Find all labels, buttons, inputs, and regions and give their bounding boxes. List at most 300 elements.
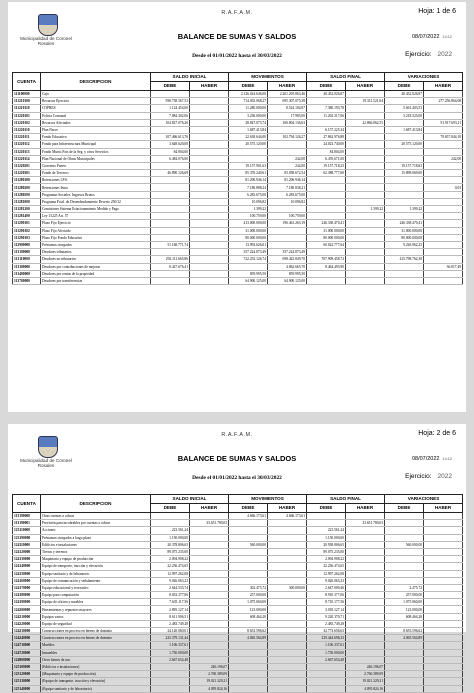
col-haber: HABER — [268, 82, 307, 91]
amount-cell — [346, 277, 385, 284]
account-description: Fondo para Infraestructura Municipal — [41, 141, 151, 148]
account-code: 125120000 — [13, 671, 41, 678]
amount-cell: 83.058.672,54 — [268, 170, 307, 177]
amount-cell: 1.150.000,00 — [307, 534, 346, 541]
amount-cell — [346, 220, 385, 227]
account-description: Fondo Educativo — [41, 134, 151, 141]
table-row — [13, 177, 463, 184]
amount-cell — [385, 513, 424, 520]
table-row — [13, 620, 463, 627]
amount-cell: 246.196,07 — [190, 663, 229, 670]
amount-cell: 2.483.749,28 — [151, 620, 190, 627]
amount-cell — [424, 563, 463, 570]
account-description: Plan Nacional de Obras Municipales — [41, 155, 151, 162]
amount-cell — [424, 520, 463, 527]
table-row — [13, 556, 463, 563]
amount-cell: 60.022.777,64 — [307, 241, 346, 248]
table-row — [13, 98, 463, 105]
account-description: Inmuebles — [41, 649, 151, 656]
account-code: 111280500 — [13, 191, 41, 198]
amount-cell — [151, 671, 190, 678]
amount-cell — [424, 592, 463, 599]
col-debe: DEBE — [385, 504, 424, 513]
table-row — [13, 256, 463, 263]
account-code: 113190001 — [13, 520, 41, 527]
amount-cell — [190, 98, 229, 105]
amount-cell: 357.224.873,49 — [268, 249, 307, 256]
col-movimientos: MOVIMIENTOS — [229, 73, 307, 82]
account-description: Equipos varios — [41, 613, 151, 620]
table-row — [13, 134, 463, 141]
account-description: Caja — [41, 91, 151, 98]
amount-cell: 2.644.533,74 — [151, 584, 190, 591]
table-row — [13, 563, 463, 570]
amount-cell — [151, 234, 190, 241]
amount-cell — [151, 249, 190, 256]
amount-cell — [424, 105, 463, 112]
amount-cell: 8.427.676,41 — [151, 263, 190, 270]
account-description: Ley 15225 Art. 57 — [41, 213, 151, 220]
amount-cell — [424, 678, 463, 685]
system-name: R.A.F.A.M. — [221, 432, 253, 438]
amount-cell — [424, 548, 463, 555]
account-code: 111220101 — [13, 112, 41, 119]
amount-cell: 560.000,00 — [385, 541, 424, 548]
amount-cell — [151, 126, 190, 133]
col-saldo-final: SALDO FINAL — [307, 73, 385, 82]
amount-cell — [307, 198, 346, 205]
amount-cell — [229, 148, 268, 155]
amount-cell — [151, 184, 190, 191]
table-body — [13, 91, 463, 285]
amount-cell — [346, 256, 385, 263]
amount-cell — [268, 606, 307, 613]
amount-cell — [268, 656, 307, 663]
account-description: Plazo Fijo Fondo Educativo — [41, 234, 151, 241]
col-saldo-inicial: SALDO INICIAL — [151, 73, 229, 82]
amount-cell — [268, 141, 307, 148]
amount-cell — [268, 520, 307, 527]
amount-cell: 8.653.596,62 — [229, 628, 268, 635]
amount-cell — [346, 141, 385, 148]
report-header — [8, 424, 466, 494]
account-description: Otros bienes de uso — [41, 656, 151, 663]
amount-cell — [346, 606, 385, 613]
amount-cell — [268, 685, 307, 692]
amount-cell — [190, 584, 229, 591]
account-code: 111220201 — [13, 162, 41, 169]
account-description: Muebles — [41, 642, 151, 649]
account-description: Retenciones Ietna — [41, 184, 151, 191]
amount-cell — [385, 148, 424, 155]
amount-cell — [190, 213, 229, 220]
account-code: 112900000 — [13, 241, 41, 248]
amount-cell — [424, 206, 463, 213]
account-code: 123110000 — [13, 527, 41, 534]
amount-cell — [346, 198, 385, 205]
amount-cell — [268, 599, 307, 606]
amount-cell — [385, 198, 424, 205]
amount-cell — [229, 577, 268, 584]
time-value: 14:12 — [442, 35, 452, 39]
amount-cell — [424, 671, 463, 678]
amount-cell — [346, 541, 385, 548]
table-row — [13, 241, 463, 248]
amount-cell: 19.331.521,64 — [346, 98, 385, 105]
table-row — [13, 263, 463, 270]
amount-cell — [268, 577, 307, 584]
amount-cell: 4.666.173,61 — [229, 513, 268, 520]
amount-cell — [151, 91, 190, 98]
amount-cell — [190, 548, 229, 555]
amount-cell — [190, 91, 229, 98]
amount-cell: 13.992.626,01 — [229, 241, 268, 248]
amount-cell — [268, 570, 307, 577]
amount-cell: 1.750.000,00 — [151, 649, 190, 656]
date-range: Desde el 01/01/2022 hasta el 30/03/2022 — [192, 475, 282, 481]
account-code: 113400000 — [13, 270, 41, 277]
table-row — [13, 534, 463, 541]
amount-cell — [190, 642, 229, 649]
amount-cell: 242,00 — [424, 155, 463, 162]
amount-cell: 9.026.063,23 — [307, 577, 346, 584]
amount-cell — [424, 270, 463, 277]
amount-cell: 20.938.806,65 — [307, 541, 346, 548]
amount-cell — [190, 220, 229, 227]
amount-cell — [229, 263, 268, 270]
amount-cell: 1.124.454,00 — [151, 105, 190, 112]
amount-cell: 6.484.076,00 — [151, 155, 190, 162]
amount-cell — [346, 599, 385, 606]
amount-cell: 608.464,20 — [385, 613, 424, 620]
account-code: 124130000 — [13, 556, 41, 563]
account-description: Fondo de Terceros — [41, 170, 151, 177]
amount-cell — [385, 249, 424, 256]
amount-cell — [151, 513, 190, 520]
amount-cell — [424, 663, 463, 670]
amount-cell — [424, 513, 463, 520]
amount-cell — [268, 635, 307, 642]
amount-cell — [190, 162, 229, 169]
amount-cell: 242,00 — [268, 162, 307, 169]
amount-cell — [346, 213, 385, 220]
col-haber: HABER — [346, 82, 385, 91]
amount-cell — [385, 663, 424, 670]
account-code: 111290101 — [13, 220, 41, 227]
account-description: Edificios e instalaciones — [41, 541, 151, 548]
amount-cell — [424, 628, 463, 635]
amount-cell — [190, 270, 229, 277]
col-haber: HABER — [424, 82, 463, 91]
account-code: 125140000 — [13, 685, 41, 692]
amount-cell — [307, 671, 346, 678]
account-code: 124140000 — [13, 563, 41, 570]
col-variaciones: VARIACIONES — [385, 73, 463, 82]
amount-cell: 100.759,00 — [229, 213, 268, 220]
table-row — [13, 141, 463, 148]
account-description: (Maquinaria y equipo de producción) — [41, 671, 151, 678]
amount-cell: 12.997.262,08 — [151, 570, 190, 577]
account-description: Plazo Fijo Afectado — [41, 227, 151, 234]
amount-cell — [190, 263, 229, 270]
account-description: Policia Comunal — [41, 112, 151, 119]
amount-cell — [151, 270, 190, 277]
amount-cell — [424, 191, 463, 198]
amount-cell — [346, 270, 385, 277]
time-value: 14:12 — [442, 457, 452, 461]
amount-cell: 292.111.665,86 — [151, 256, 190, 263]
amount-cell — [346, 556, 385, 563]
account-description: Deudores tributarios — [41, 249, 151, 256]
fiscal-year-value: 2022 — [437, 51, 452, 58]
amount-cell: 20.378.806,65 — [151, 541, 190, 548]
amount-cell: 36.817,49 — [424, 263, 463, 270]
amount-cell — [190, 613, 229, 620]
account-description: Construcciones en proceso en bienes de dominio — [41, 628, 151, 635]
amount-cell — [385, 191, 424, 198]
amount-cell — [346, 134, 385, 141]
amount-cell — [151, 520, 190, 527]
table-row — [13, 213, 463, 220]
amount-cell: 608.464,20 — [229, 613, 268, 620]
account-code: 125130000 — [13, 678, 41, 685]
table-row — [13, 570, 463, 577]
amount-cell: 123.000,00 — [385, 606, 424, 613]
amount-cell — [229, 556, 268, 563]
col-saldo-inicial: SALDO INICIAL — [151, 495, 229, 504]
amount-cell: 698.423.849,70 — [268, 256, 307, 263]
amount-cell — [385, 671, 424, 678]
amount-cell: 196.461.263,19 — [268, 220, 307, 227]
account-description: COPRES — [41, 105, 151, 112]
amount-cell — [346, 527, 385, 534]
amount-cell — [307, 270, 346, 277]
account-description: Equipo de seguridad — [41, 620, 151, 627]
amount-cell — [268, 527, 307, 534]
account-description: Previsión para incobrables por cuentas a cobrar — [41, 520, 151, 527]
amount-cell: 1.150.000,00 — [151, 534, 190, 541]
amount-cell: 85.376.240,61 — [229, 170, 268, 177]
amount-cell — [307, 177, 346, 184]
amount-cell — [346, 263, 385, 270]
account-description: (Edificios e instalaciones) — [41, 663, 151, 670]
amount-cell — [190, 105, 229, 112]
amount-cell: 7.180.838,21 — [268, 184, 307, 191]
amount-cell — [424, 556, 463, 563]
amount-cell — [346, 170, 385, 177]
table-row — [13, 541, 463, 548]
amount-cell: 11.280.000,00 — [229, 105, 268, 112]
col-haber: HABER — [190, 504, 229, 513]
account-description: Programa Fcial. de Desendeudamiento Decreto 250/12 — [41, 198, 151, 205]
amount-cell: 1.687.413,84 — [229, 126, 268, 133]
account-code: 111281200 — [13, 206, 41, 213]
system-name: R.A.F.A.M. — [221, 10, 253, 16]
table-row — [13, 270, 463, 277]
amount-cell: 102.794.126,27 — [268, 134, 307, 141]
amount-cell — [307, 213, 346, 220]
amount-cell — [307, 206, 346, 213]
municipality-name: Municipalidad de Coronel Rosales — [20, 36, 72, 47]
table-row — [13, 642, 463, 649]
amount-cell — [424, 656, 463, 663]
amount-cell — [229, 685, 268, 692]
amount-cell — [346, 613, 385, 620]
amount-cell: 17.985,00 — [268, 112, 307, 119]
col-debe: DEBE — [151, 504, 190, 513]
amount-cell — [190, 155, 229, 162]
col-haber: HABER — [268, 504, 307, 513]
amount-cell: 2.667.654,48 — [151, 656, 190, 663]
amount-cell: 81.206.946,14 — [268, 177, 307, 184]
amount-cell — [424, 584, 463, 591]
amount-cell: 32.773.656,63 — [307, 628, 346, 635]
amount-cell — [307, 520, 346, 527]
account-description: Equipo de oficina y muebles — [41, 599, 151, 606]
report-title: BALANCE DE SUMAS Y SALDOS — [177, 32, 297, 41]
amount-cell: 81.206.946,14 — [229, 177, 268, 184]
amount-cell — [268, 234, 307, 241]
amount-cell — [346, 584, 385, 591]
amount-cell: 33.651.780,03 — [346, 520, 385, 527]
account-code: 124710000 — [13, 642, 41, 649]
amount-cell: 4.095.824,16 — [190, 685, 229, 692]
account-description: Comisiones Sistema Estacionamiento Medido y Pago — [41, 206, 151, 213]
amount-cell: 107.466.613,76 — [151, 134, 190, 141]
amount-cell — [151, 678, 190, 685]
col-cuenta: CUENTA — [13, 73, 41, 91]
amount-cell: 242,00 — [268, 155, 307, 162]
account-description: Herramientas y repuestos mayores — [41, 606, 151, 613]
amount-cell — [346, 513, 385, 520]
amount-cell — [229, 527, 268, 534]
amount-cell: 357.224.873,49 — [229, 249, 268, 256]
account-code: 124900000 — [13, 656, 41, 663]
amount-cell — [385, 155, 424, 162]
amount-cell: 28.847.073,74 — [229, 119, 268, 126]
amount-cell — [151, 227, 190, 234]
amount-cell — [190, 198, 229, 205]
amount-cell — [268, 663, 307, 670]
account-description: Construcciones en proceso en bienes de dominio — [41, 635, 151, 642]
amount-cell — [190, 577, 229, 584]
account-description: Deudores por transferencias — [41, 277, 151, 284]
amount-cell — [229, 155, 268, 162]
table-row — [13, 592, 463, 599]
amount-cell: 2.647.009,46 — [307, 584, 346, 591]
amount-cell — [229, 642, 268, 649]
amount-cell — [190, 126, 229, 133]
amount-cell: 24.023.740,00 — [307, 141, 346, 148]
amount-cell — [424, 198, 463, 205]
amount-cell: 31.000.000,00 — [385, 227, 424, 234]
account-code: 124720000 — [13, 649, 41, 656]
amount-cell: 2.667.654,48 — [307, 656, 346, 663]
account-code: 124200000 — [13, 606, 41, 613]
account-description: Acciones — [41, 527, 151, 534]
amount-cell: 19.021.329,21 — [346, 678, 385, 685]
amount-cell: 8.653.596,62 — [385, 628, 424, 635]
account-description: Equipo de transporte, tracción y elevación — [41, 563, 151, 570]
amount-cell — [190, 563, 229, 570]
amount-cell: 40.452.026,87 — [307, 91, 346, 98]
amount-cell: 11.202.317,06 — [307, 112, 346, 119]
amount-cell — [424, 570, 463, 577]
amount-cell — [346, 620, 385, 627]
amount-cell — [268, 671, 307, 678]
amount-cell: 7.984.302,06 — [151, 112, 190, 119]
amount-cell — [151, 191, 190, 198]
amount-cell — [229, 620, 268, 627]
table-row — [13, 277, 463, 284]
amount-cell: 257.000,00 — [229, 592, 268, 599]
amount-cell — [385, 134, 424, 141]
amount-cell: 859.995,50 — [268, 270, 307, 277]
amount-cell — [385, 642, 424, 649]
amount-cell: 859.995,50 — [229, 270, 268, 277]
amount-cell — [190, 628, 229, 635]
account-code: 124210000 — [13, 613, 41, 620]
amount-cell — [346, 227, 385, 234]
amount-cell — [190, 119, 229, 126]
table-row — [13, 220, 463, 227]
amount-cell — [190, 534, 229, 541]
amount-cell — [190, 606, 229, 613]
amount-cell: 89.075.235,00 — [307, 548, 346, 555]
amount-cell: 229.444.696,33 — [307, 635, 346, 642]
table-row — [13, 678, 463, 685]
table-row — [13, 105, 463, 112]
account-description: Retenciones I.P.S. — [41, 177, 151, 184]
amount-cell: 8.710.177,56 — [307, 599, 346, 606]
report-date — [412, 456, 452, 462]
amount-cell — [385, 548, 424, 555]
amount-cell — [151, 177, 190, 184]
table-row — [13, 635, 463, 642]
amount-cell — [268, 628, 307, 635]
amount-cell — [268, 541, 307, 548]
account-description: Otras cuentas a cobrar — [41, 513, 151, 520]
amount-cell — [307, 249, 346, 256]
amount-cell: 19.021.329,21 — [190, 678, 229, 685]
col-movimientos: MOVIMIENTOS — [229, 495, 307, 504]
amount-cell: 3.648.620,00 — [151, 141, 190, 148]
amount-cell — [346, 177, 385, 184]
account-code: 113100000 — [13, 249, 41, 256]
amount-cell — [385, 527, 424, 534]
table-row — [13, 234, 463, 241]
account-code: 124120000 — [13, 548, 41, 555]
amount-cell — [151, 220, 190, 227]
amount-cell: 1.075.060,00 — [229, 599, 268, 606]
amount-cell — [190, 570, 229, 577]
amount-cell — [229, 520, 268, 527]
amount-cell — [190, 527, 229, 534]
amount-cell — [385, 534, 424, 541]
amount-cell: 1.687.413,84 — [385, 126, 424, 133]
amount-cell — [424, 227, 463, 234]
amount-cell — [229, 678, 268, 685]
account-code: 124170000 — [13, 584, 41, 591]
account-description: Convenio Puerto — [41, 162, 151, 169]
col-descripcion: DESCRIPCION — [41, 495, 151, 513]
amount-cell — [346, 548, 385, 555]
amount-cell — [190, 556, 229, 563]
amount-cell: 62.388.777,60 — [307, 170, 346, 177]
amount-cell: 7.635.117,56 — [151, 599, 190, 606]
amount-cell: 223.561,24 — [307, 527, 346, 534]
amount-cell: 246.338.470,41 — [385, 220, 424, 227]
